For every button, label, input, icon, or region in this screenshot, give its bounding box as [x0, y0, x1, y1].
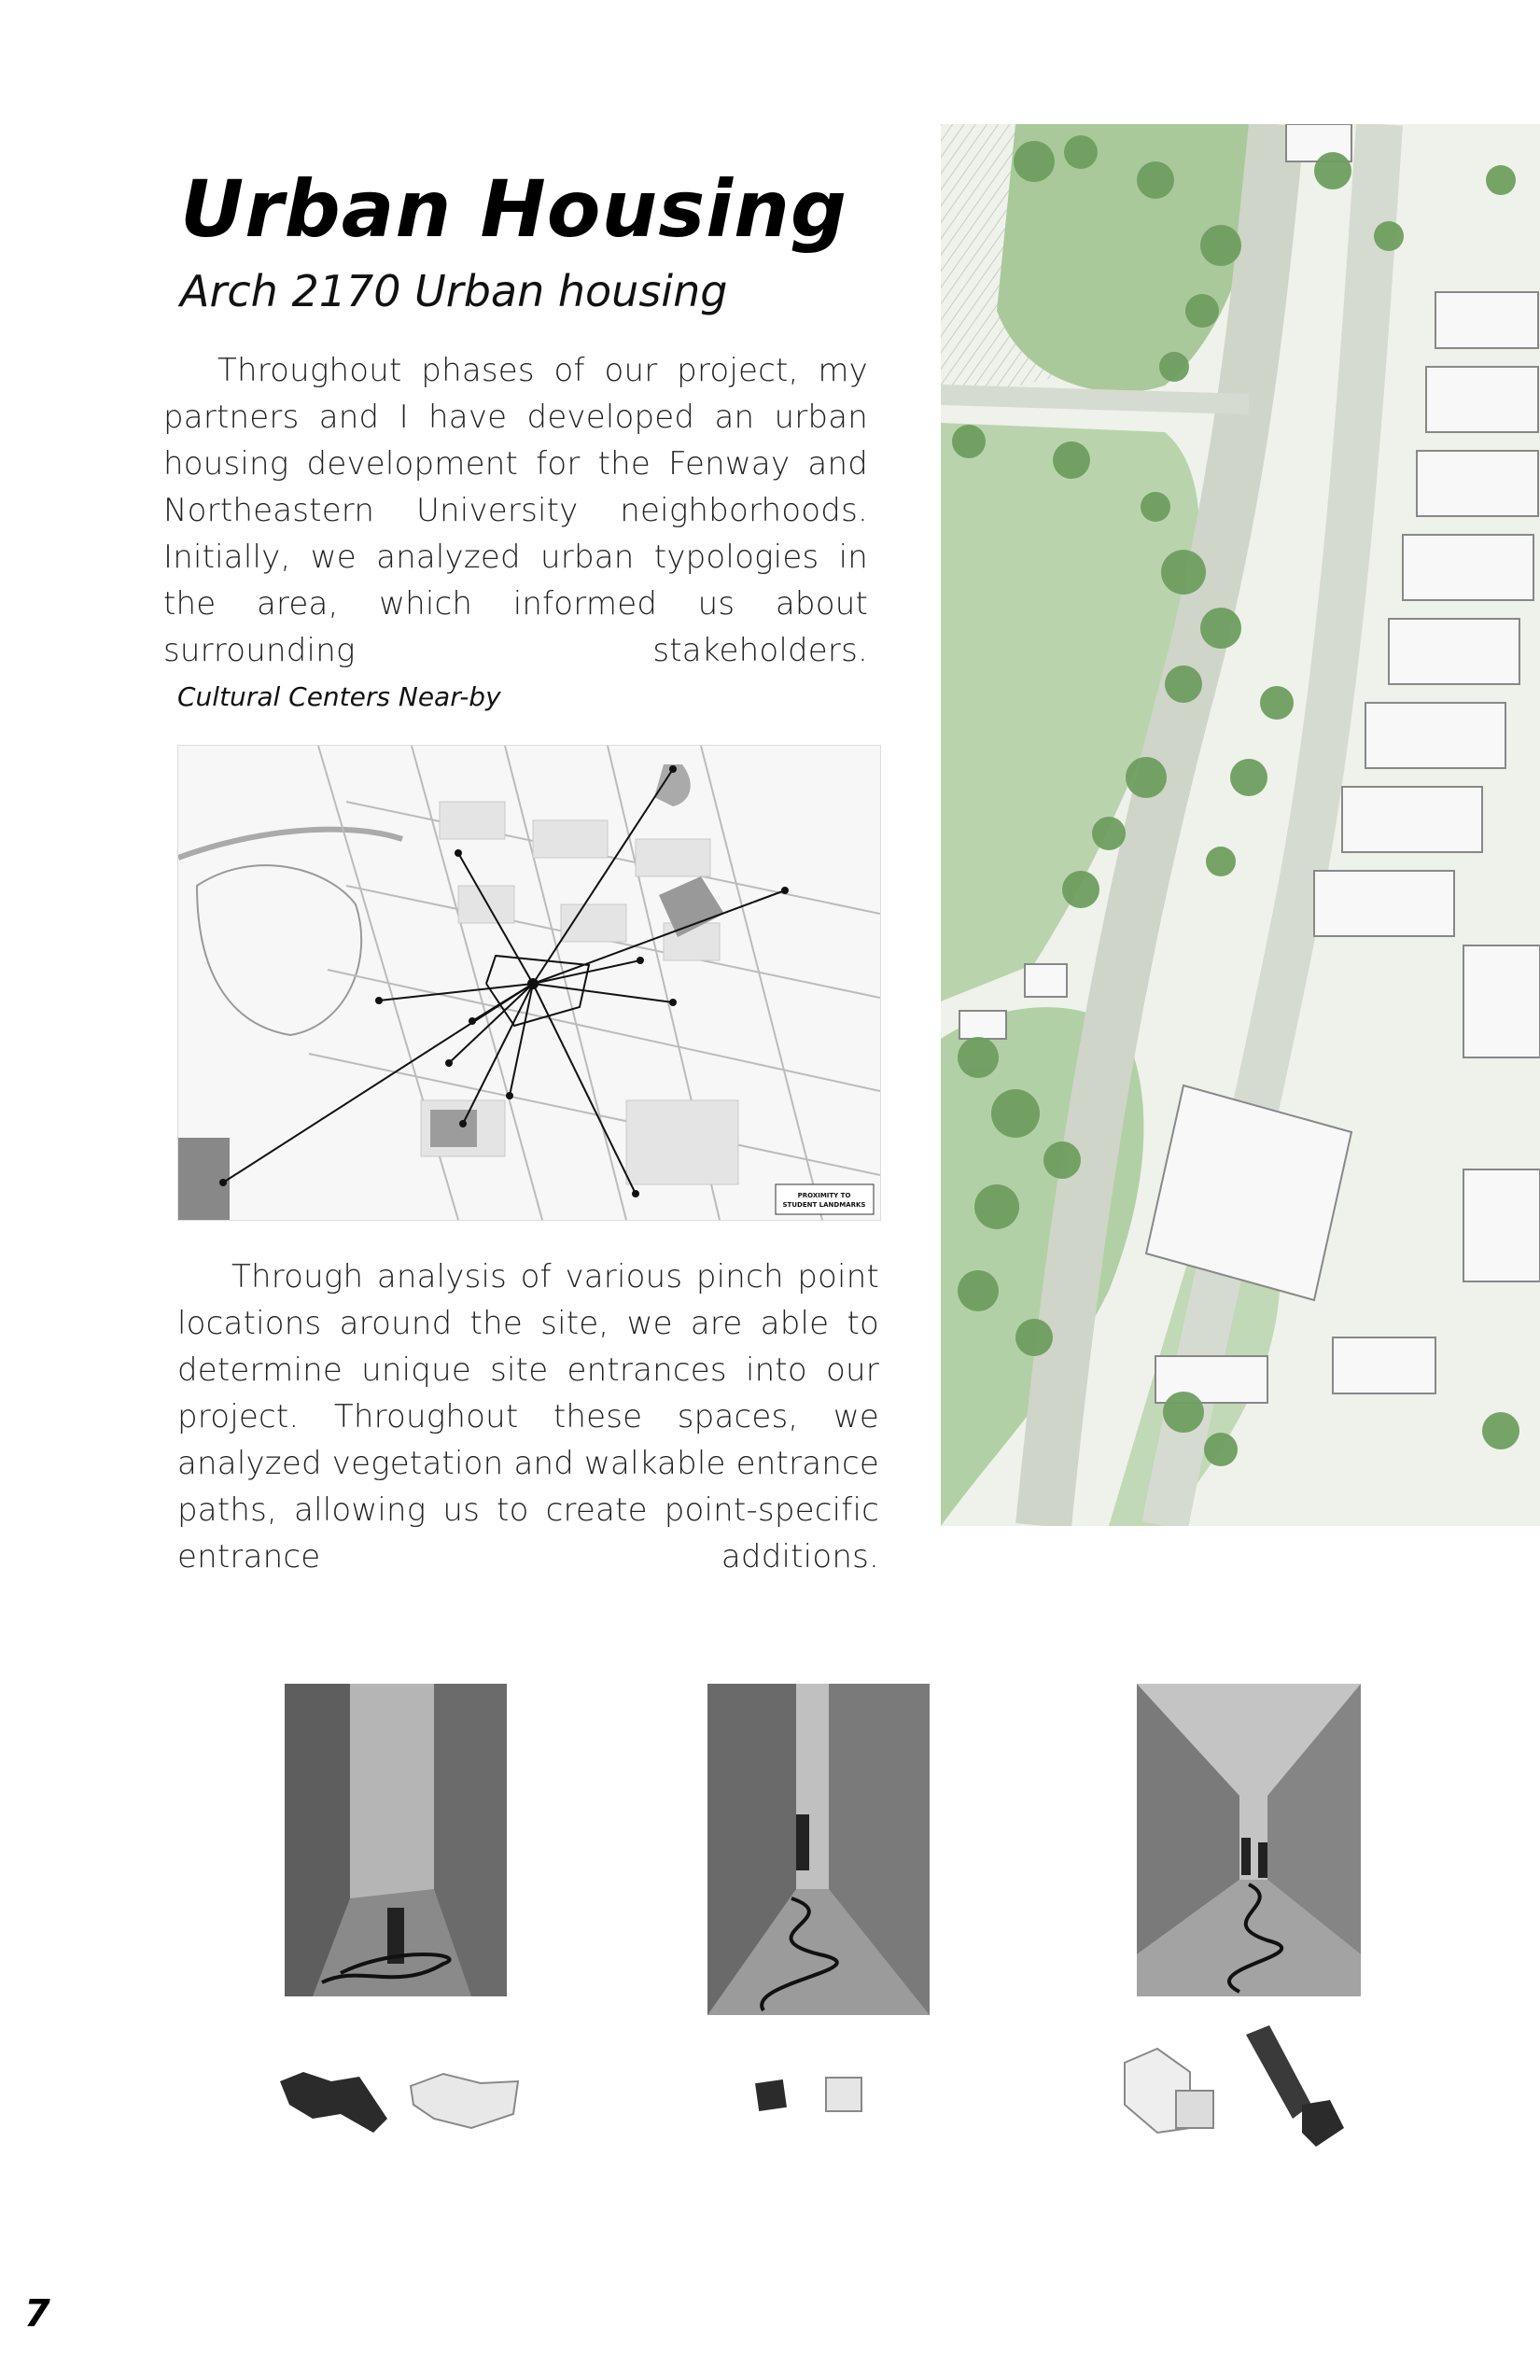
massing-model-2	[817, 2070, 873, 2119]
analysis-paragraph: Through analysis of various pinch point locations around the site, we are able to determine unique site entrances into our project. Throughout these spaces, we analyzed vegetation and walkable entrance paths, allowing us to create point-specific entrance additions.	[177, 1258, 879, 1575]
cultural-centers-map	[177, 745, 881, 1221]
svg-text:PROXIMITY TOSTUDENT LANDMARKS: PROXIMITY TO STUDENT LANDMARKS	[782, 1192, 866, 1209]
page-title: Urban Housing	[180, 163, 848, 255]
site-plan-drawing	[941, 124, 1540, 1526]
alley-photo-1	[285, 1684, 507, 1996]
site-plan-svg	[941, 124, 1540, 1526]
massing-footprint-2	[751, 2072, 798, 2119]
intro-paragraph: Throughout phases of our project, my partners and I have developed an urban housing development for the Fenway and Northeastern University neighborhoods. Initially, we analyzed urban typologies in the area, which informed us about surrounding stakeholders.	[163, 352, 868, 669]
map-drawing	[178, 746, 880, 1220]
massing-model-3	[1120, 2044, 1227, 2137]
map-caption: Cultural Centers Near-by	[177, 681, 501, 712]
alley-photo-2	[707, 1684, 930, 2015]
massing-footprint-3	[1237, 2025, 1363, 2151]
page-number: 7	[24, 2292, 50, 2335]
massing-model-1	[406, 2063, 523, 2137]
alley-photo-3	[1137, 1684, 1361, 1996]
page-subtitle: Arch 2170 Urban housing	[180, 266, 728, 316]
massing-footprint-1	[275, 2063, 397, 2137]
